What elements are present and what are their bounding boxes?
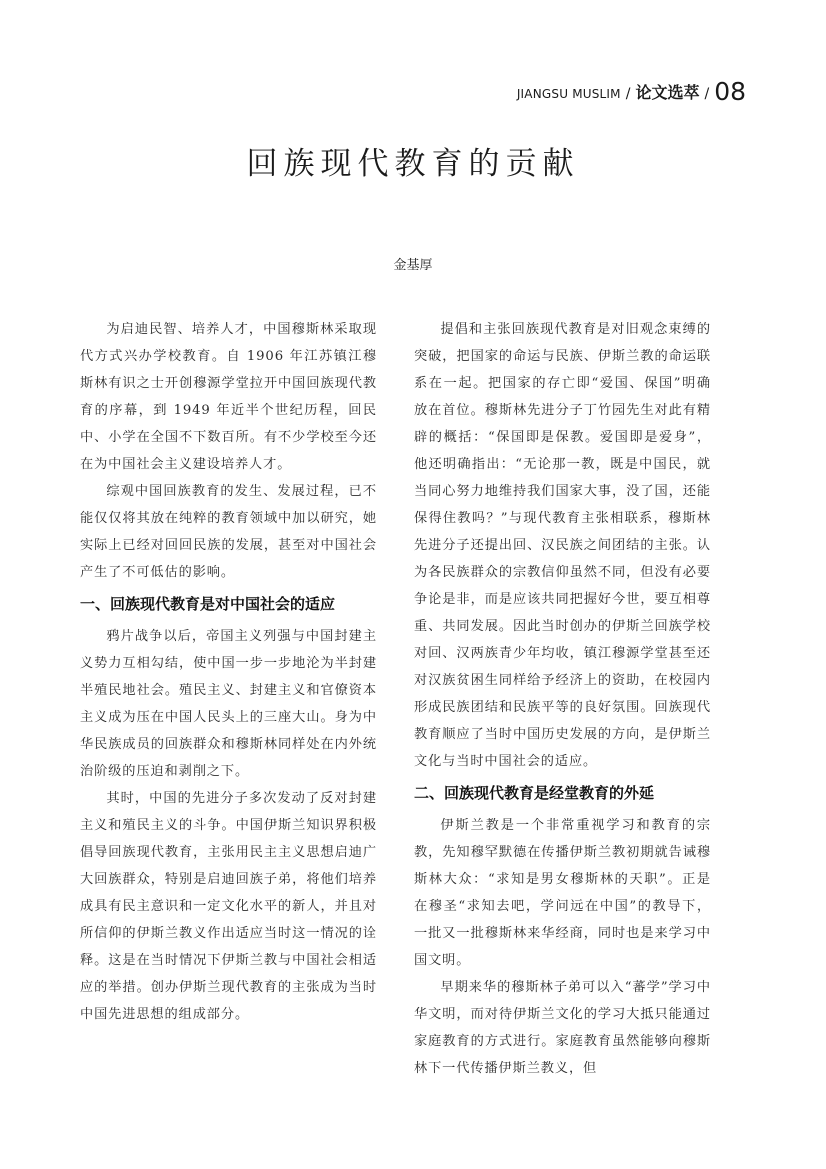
section-name: 论文选萃 [635,83,700,102]
body-paragraph: 早期来华的穆斯林子弟可以入“蕃学”学习中华文明，而对待伊斯兰文化的学习大抵只能通过家庭教育的方式进行。家庭教育虽然能够向穆斯林下一代传播伊斯兰教义，但 [414,980,711,1076]
body-paragraph: 为启迪民智、培养人才，中国穆斯林采取现代方式兴办学校教育。自 1906 年江苏镇江穆斯林有识之士开创穆源学堂拉开中国回族现代教育的序幕，到 1949 年近半个世纪历程，回民中、小学在全国不下数百所。有不少学校至今还在为中国社会主义建设培养人才。 [80,322,377,472]
section-heading-1: 一、回族现代教育是对中国社会的适应 [80,595,336,613]
body-paragraph: 鸦片战争以后，帝国主义列强与中国封建主义势力互相勾结，使中国一步一步地沦为半封建半殖民地社会。殖民主义、封建主义和官僚资本主义成为压在中国人民头上的三座大山。身为中华民族成员的回族群众和穆斯林同样处在内外统治阶级的压迫和剥削之下。 [80,629,377,779]
left-column [80,316,377,1028]
article-author: 金基厚 [393,258,433,273]
body-paragraph: 伊斯兰教是一个非常重视学习和教育的宗教，先知穆罕默德在传播伊斯兰教初期就告诫穆斯林大众：“求知是男女穆斯林的天职”。正是在穆圣“求知去吧，学问远在中国”的教导下，一批又一批穆斯林来华经商，同时也是来学习中国文明。 [414,818,711,968]
body-paragraph: 其时，中国的先进分子多次发动了反对封建主义和殖民主义的斗争。中国伊斯兰知识界积极倡导回族现代教育，主张用民主主义思想启迪广大回族群众，特别是启迪回族子弟，将他们培养成具有民主意识和一定文化水平的新人，并且对所信仰的伊斯兰教义作出适应当时这一情况的诠释。这是在当时情况下伊斯兰教与中国社会相适应的举措。创办伊斯兰现代教育的主张成为当时中国先进思想的组成部分。 [80,791,377,1022]
body-paragraph: 综观中国回族教育的发生、发展过程，已不能仅仅将其放在纯粹的教育领域中加以研究，她实际上已经对回回民族的发展，甚至对中国社会产生了不可低估的影响。 [80,484,377,580]
running-header [517,72,746,106]
article-title: 回族现代教育的贡献 [246,146,580,182]
section-heading-2: 二、回族现代教育是经堂教育的外延 [414,784,655,802]
page-number: 08 [714,77,746,106]
header-separator: / [704,86,710,102]
body-paragraph: 提倡和主张回族现代教育是对旧观念束缚的突破，把国家的命运与民族、伊斯兰教的命运联系在一起。把国家的存亡即“爱国、保国”明确放在首位。穆斯林先进分子丁竹园先生对此有精辟的概括：“保国即是保教。爱国即是爱身”，他还明确指出：“无论那一教，既是中国民，就当同心努力地维持我们国家大事，没了国，还能保得住教吗？”与现代教育主张相联系，穆斯林先进分子还提出回、汉民族之间团结的主张。认为各民族群众的宗教信仰虽然不同，但没有必要争论是非，而是应该共同把握好今世，要互相尊重、共同发展。因此当时创办的伊斯兰回族学校对回、汉两族青少年均收，镇江穆源学堂甚至还对汉族贫困生同样给予经济上的资助，在校园内形成民族团结和民族平等的良好氛围。回族现代教育顺应了当时中国历史发展的方向，是伊斯兰文化与当时中国社会的适应。 [414,322,711,769]
header-separator: / [625,86,631,102]
journal-name: JIANGSU MUSLIM [516,87,621,101]
right-column [414,316,711,1082]
